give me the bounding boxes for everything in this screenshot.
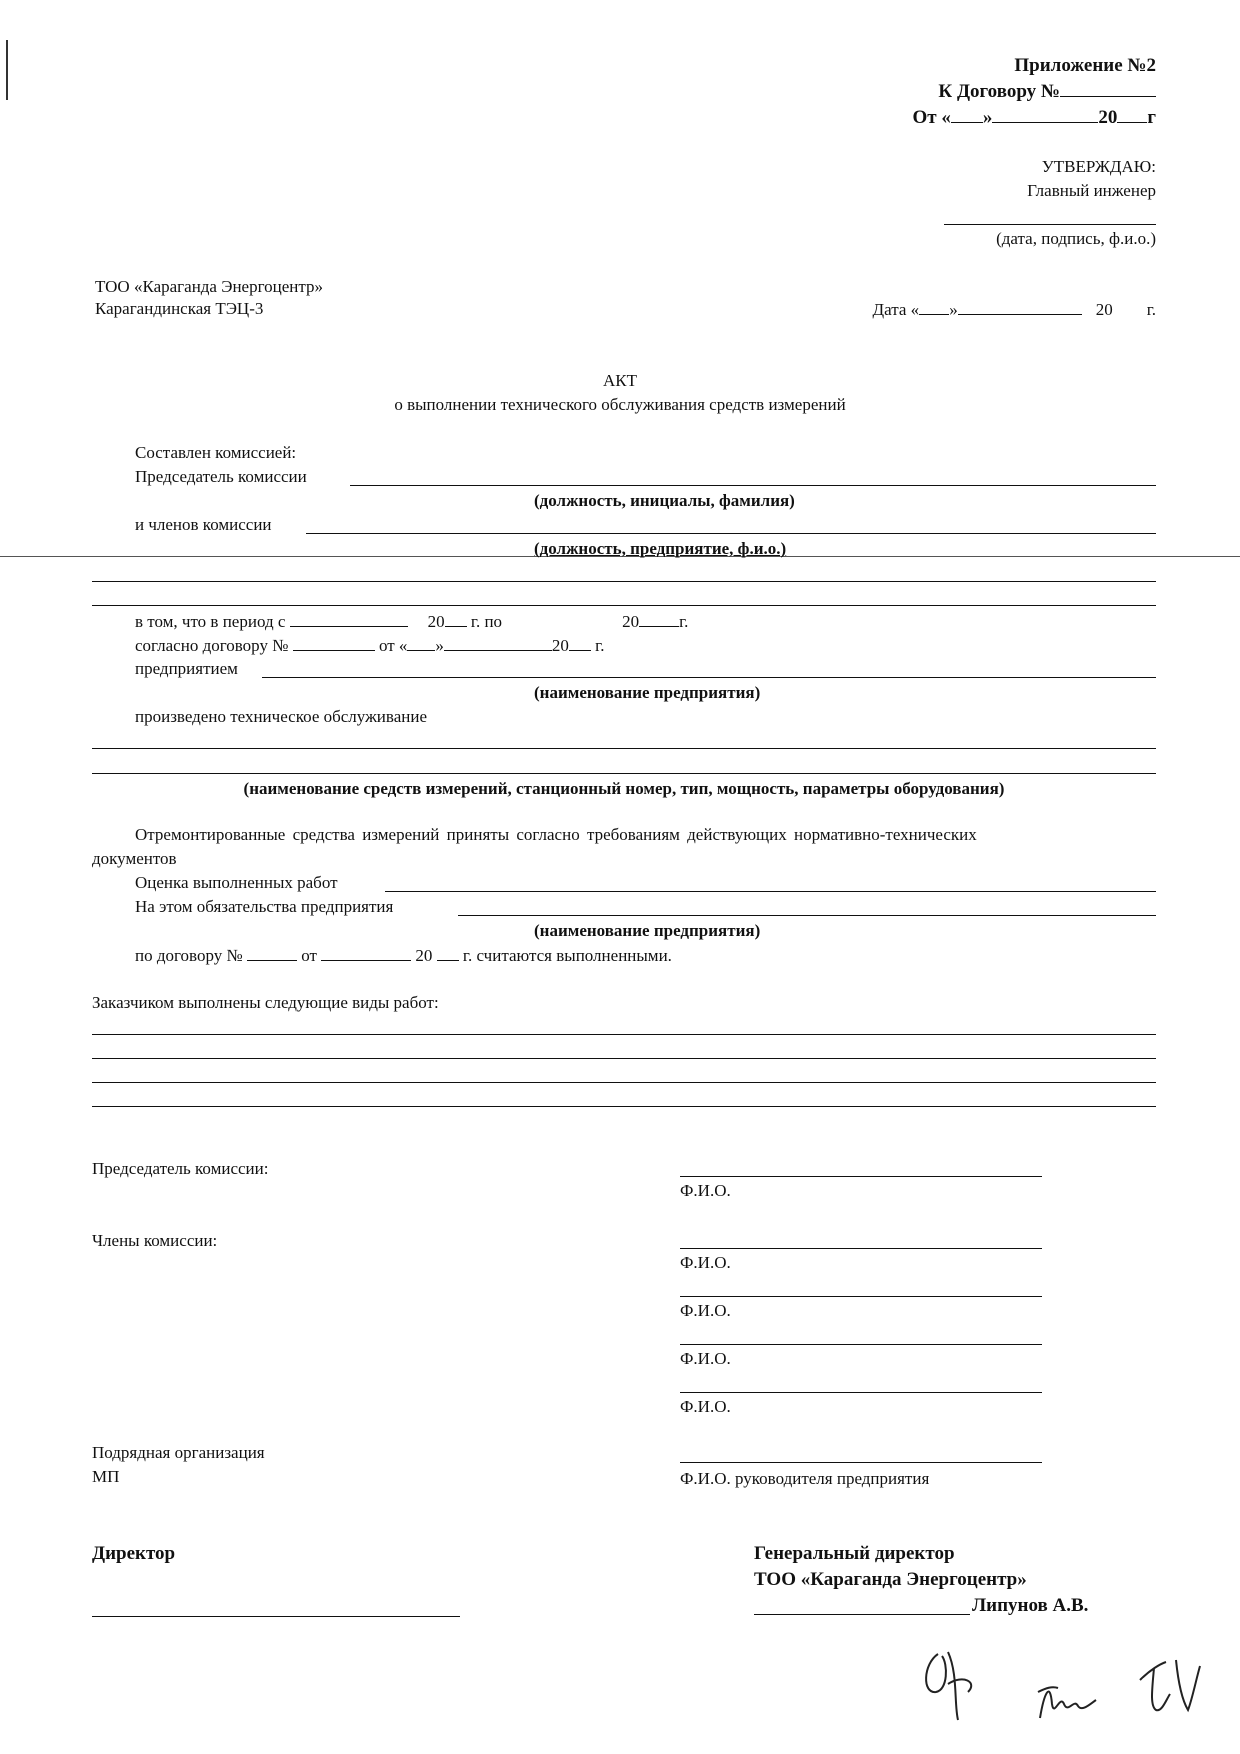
equipment-line-1 bbox=[92, 748, 1156, 749]
handwritten-signature-3 bbox=[1130, 1650, 1210, 1720]
approval-signature-line bbox=[944, 224, 1156, 225]
appendix-title: Приложение №2 bbox=[1014, 55, 1156, 76]
gd-title: Генеральный директор bbox=[754, 1543, 955, 1564]
works-line-4 bbox=[92, 1106, 1156, 1107]
sig-member-line-1 bbox=[680, 1248, 1042, 1249]
acceptance-text-2: документов bbox=[92, 849, 177, 868]
equipment-caption: (наименование средств измерений, станционный номер, тип, мощность, параметры оборудования) bbox=[243, 779, 1005, 798]
sig-member-line-2 bbox=[680, 1296, 1042, 1297]
gd-org: ТОО «Караганда Энергоцентр» bbox=[754, 1569, 1027, 1590]
works-line-1 bbox=[92, 1034, 1156, 1035]
gd-name: Липунов А.В. bbox=[972, 1595, 1089, 1616]
handwritten-signature-1 bbox=[918, 1644, 990, 1724]
sig-member-fio-1: Ф.И.О. bbox=[680, 1253, 731, 1272]
sig-chairman-line bbox=[680, 1176, 1042, 1177]
sig-member-fio-3: Ф.И.О. bbox=[680, 1349, 731, 1368]
sig-member-fio-4: Ф.И.О. bbox=[680, 1397, 731, 1416]
enterprise-label: предприятием bbox=[135, 659, 238, 678]
contract-ref: К Договору № bbox=[938, 82, 1156, 103]
members-line bbox=[306, 533, 1156, 534]
commission-composed: Составлен комиссией: bbox=[135, 443, 297, 462]
act-title: АКТ bbox=[603, 371, 637, 390]
members-line-2 bbox=[92, 581, 1156, 582]
chairman-caption: (должность, инициалы, фамилия) bbox=[534, 491, 795, 510]
scan-mark bbox=[6, 40, 8, 100]
head-signature-line bbox=[680, 1462, 1042, 1463]
acceptance-contract-line: по договору № от 20 г. считаются выполненными. bbox=[135, 946, 672, 965]
equipment-line-2 bbox=[92, 773, 1156, 774]
customer-works-label: Заказчиком выполнены следующие виды работ: bbox=[92, 993, 439, 1012]
director-label: Директор bbox=[92, 1543, 176, 1564]
sig-chairman-fio: Ф.И.О. bbox=[680, 1181, 731, 1200]
gd-signature-line bbox=[754, 1614, 970, 1615]
director-signature-line bbox=[92, 1616, 460, 1617]
members-caption: (должность, предприятие, ф.и.о.) bbox=[534, 539, 787, 558]
period-line: в том, что в период с 20 г. по 20 г. bbox=[135, 612, 689, 631]
approval-title: УТВЕРЖДАЮ: bbox=[1041, 157, 1156, 176]
works-line-2 bbox=[92, 1058, 1156, 1059]
sig-member-fio-2: Ф.И.О. bbox=[680, 1301, 731, 1320]
works-line-3 bbox=[92, 1082, 1156, 1083]
act-subtitle: о выполнении технического обслуживания средств измерений bbox=[394, 395, 846, 414]
sig-member-line-4 bbox=[680, 1392, 1042, 1393]
performed-label: произведено техническое обслуживание bbox=[135, 707, 427, 726]
stamp-label: МП bbox=[92, 1467, 120, 1486]
acceptance-text-1: Отремонтированные средства измерений приняты согласно требованиям действующих нормативно-технических bbox=[135, 825, 977, 844]
contractor-label: Подрядная организация bbox=[92, 1443, 265, 1462]
obligations-line bbox=[458, 915, 1156, 916]
members-line-3 bbox=[92, 605, 1156, 606]
chairman-label: Председатель комиссии bbox=[135, 467, 307, 486]
approval-position: Главный инженер bbox=[1027, 181, 1156, 200]
org-plant: Карагандинская ТЭЦ-3 bbox=[95, 299, 264, 318]
enterprise-line bbox=[262, 677, 1156, 678]
rating-line bbox=[385, 891, 1156, 892]
obligations-caption: (наименование предприятия) bbox=[534, 921, 761, 940]
enterprise-caption: (наименование предприятия) bbox=[534, 683, 761, 702]
approval-caption: (дата, подпись, ф.и.о.) bbox=[996, 229, 1156, 248]
obligations-label: На этом обязательства предприятия bbox=[135, 897, 394, 916]
org-name: ТОО «Караганда Энергоцентр» bbox=[95, 277, 324, 296]
handwritten-signature-2 bbox=[1030, 1674, 1102, 1724]
rating-label: Оценка выполненных работ bbox=[135, 873, 338, 892]
org-date: Дата « » 20 г. bbox=[872, 300, 1156, 319]
contract-line: согласно договору № от « » 20 г. bbox=[135, 636, 605, 655]
members-label: и членов комиссии bbox=[135, 515, 272, 534]
contract-date: От « » 20 г bbox=[912, 107, 1156, 128]
chairman-line bbox=[350, 485, 1156, 486]
sig-chairman-label: Председатель комиссии: bbox=[92, 1159, 269, 1178]
head-fio: Ф.И.О. руководителя предприятия bbox=[680, 1469, 930, 1488]
sig-member-line-3 bbox=[680, 1344, 1042, 1345]
sig-members-label: Члены комиссии: bbox=[92, 1231, 218, 1250]
